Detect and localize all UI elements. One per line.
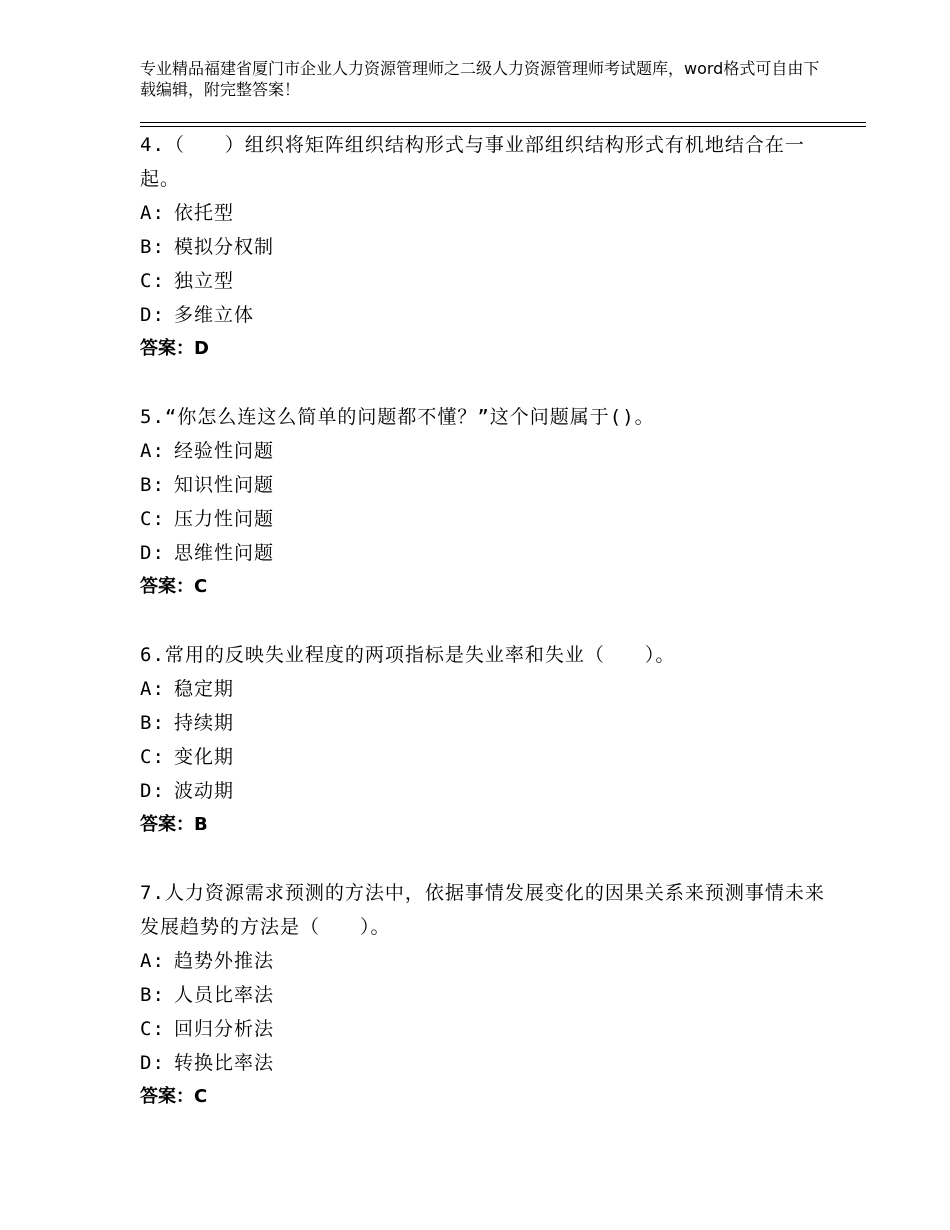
option-letter: D: [140, 304, 165, 326]
option-a [140, 944, 840, 978]
option-b [140, 230, 840, 264]
option-a [140, 672, 840, 706]
option-letter: C: [140, 270, 165, 292]
document-header [140, 58, 830, 100]
option-letter: B: [140, 474, 165, 496]
header-text: 专业精品福建省厦门市企业人力资源管理师之二级人力资源管理师考试题库，word格式可自由下载编辑，附完整答案！ [140, 59, 820, 99]
option-text: 思维性问题 [174, 542, 275, 564]
option-letter: D: [140, 780, 165, 802]
question-item [140, 128, 840, 366]
option-text: 模拟分权制 [174, 236, 275, 258]
option-b [140, 978, 840, 1012]
option-letter: D: [140, 542, 165, 564]
option-letter: A: [140, 440, 165, 462]
option-b [140, 706, 840, 740]
option-letter: B: [140, 712, 165, 734]
option-text: 趋势外推法 [174, 950, 275, 972]
option-text: 变化期 [174, 746, 235, 768]
header-divider [140, 122, 866, 127]
option-text: 回归分析法 [174, 1018, 275, 1040]
option-a [140, 196, 840, 230]
option-text: 依托型 [174, 202, 235, 224]
option-text: 多维立体 [174, 304, 255, 326]
option-d [140, 1046, 840, 1080]
answer-label: 答案：C [140, 1086, 208, 1107]
question-stem: 6.常用的反映失业程度的两项指标是失业率和失业（ ）。 [140, 644, 676, 666]
option-letter: C: [140, 1018, 165, 1040]
option-c [140, 740, 840, 774]
option-text: 波动期 [174, 780, 235, 802]
question-stem: 4.（ ）组织将矩阵组织结构形式与事业部组织结构形式有机地结合在一起。 [140, 134, 805, 190]
option-letter: C: [140, 508, 165, 530]
option-b [140, 468, 840, 502]
option-letter: B: [140, 236, 165, 258]
question-item [140, 876, 840, 1114]
option-letter: B: [140, 984, 165, 1006]
option-c [140, 1012, 840, 1046]
option-letter: A: [140, 950, 165, 972]
option-letter: C: [140, 746, 165, 768]
option-letter: A: [140, 678, 165, 700]
question-item [140, 400, 840, 604]
option-letter: A: [140, 202, 165, 224]
option-text: 独立型 [174, 270, 235, 292]
answer-label: 答案：C [140, 576, 208, 597]
option-d [140, 298, 840, 332]
option-a [140, 434, 840, 468]
answer-label: 答案：B [140, 814, 208, 835]
question-list [140, 128, 840, 1148]
option-text: 转换比率法 [174, 1052, 275, 1074]
option-text: 经验性问题 [174, 440, 275, 462]
option-d [140, 774, 840, 808]
question-stem: 7.人力资源需求预测的方法中，依据事情发展变化的因果关系来预测事情未来发展趋势的方法是（ ）。 [140, 882, 825, 938]
option-c [140, 264, 840, 298]
option-text: 稳定期 [174, 678, 235, 700]
option-text: 人员比率法 [174, 984, 275, 1006]
option-text: 压力性问题 [174, 508, 275, 530]
option-text: 知识性问题 [174, 474, 275, 496]
option-d [140, 536, 840, 570]
answer-label: 答案：D [140, 338, 209, 359]
option-text: 持续期 [174, 712, 235, 734]
question-item [140, 638, 840, 842]
option-letter: D: [140, 1052, 165, 1074]
option-c [140, 502, 840, 536]
question-stem: 5.“你怎么连这么简单的问题都不懂？”这个问题属于()。 [140, 406, 655, 428]
